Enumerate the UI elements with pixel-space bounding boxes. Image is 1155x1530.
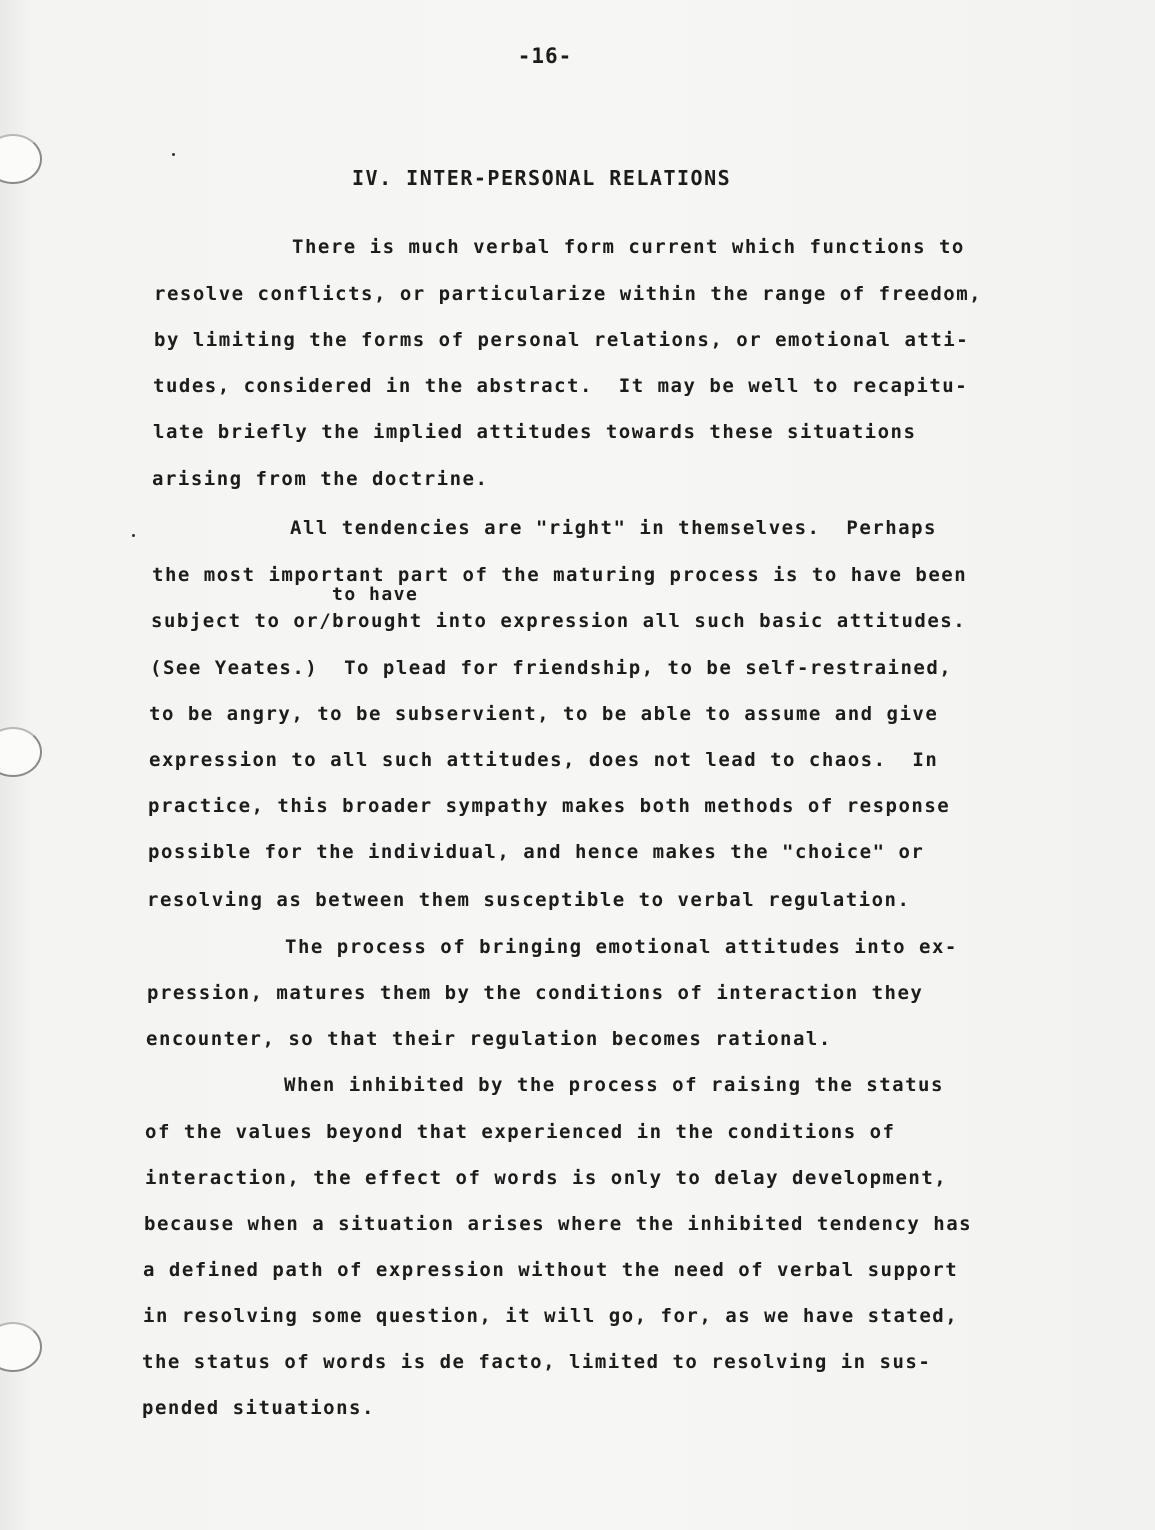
text-line: interaction, the effect of words is only to delay development, xyxy=(145,1167,948,1189)
text-line: to be angry, to be subservient, to be able to assume and give xyxy=(149,703,939,725)
text-line: There is much verbal form current which functions to xyxy=(292,236,965,258)
text-line: pression, matures them by the conditions of interaction they xyxy=(147,982,924,1004)
text-line: encounter, so that their regulation becomes rational. xyxy=(146,1028,832,1050)
text-line: pended situations. xyxy=(142,1397,375,1419)
punch-hole-bottom xyxy=(0,1322,42,1372)
text-line: the most important part of the maturing process is to have been xyxy=(152,564,968,586)
text-line: by limiting the forms of personal relations, or emotional atti- xyxy=(154,329,970,351)
text-line: expression to all such attitudes, does not lead to chaos. In xyxy=(149,749,939,771)
text-line: of the values beyond that experienced in the conditions of xyxy=(145,1121,896,1143)
text-line: because when a situation arises where the inhibited tendency has xyxy=(144,1213,973,1235)
section-heading: IV. INTER-PERSONAL RELATIONS xyxy=(352,166,732,190)
text-line: resolve conflicts, or particularize within the range of freedom, xyxy=(154,283,983,305)
paper-speck xyxy=(132,534,135,537)
text-line: possible for the individual, and hence makes the "choice" or xyxy=(148,841,925,863)
text-line: When inhibited by the process of raising the status xyxy=(284,1074,944,1096)
text-line: The process of bringing emotional attitudes into ex- xyxy=(285,936,958,958)
punch-hole-top xyxy=(0,134,42,184)
text-line: the status of words is de facto, limited to resolving in sus- xyxy=(142,1351,932,1373)
paper-speck xyxy=(172,153,175,156)
text-line: practice, this broader sympathy makes both methods of response xyxy=(148,795,951,817)
text-line: in resolving some question, it will go, for, as we have stated, xyxy=(143,1305,959,1327)
text-line: arising from the doctrine. xyxy=(152,468,489,490)
text-line: a defined path of expression without the need of verbal support xyxy=(143,1259,959,1281)
interlinear-insertion: to have xyxy=(332,584,419,605)
text-line: All tendencies are "right" in themselves. Perhaps xyxy=(290,517,937,539)
punch-hole-middle xyxy=(0,727,42,777)
text-line: (See Yeates.) To plead for friendship, to be self-restrained, xyxy=(150,657,953,679)
text-line: resolving as between them susceptible to verbal regulation. xyxy=(147,889,911,911)
page-number: -16- xyxy=(517,44,573,68)
text-line: tudes, considered in the abstract. It may be well to recapitu- xyxy=(153,375,969,397)
text-line: subject to or/brought into expression all such basic attitudes. xyxy=(151,610,967,632)
text-line: late briefly the implied attitudes towards these situations xyxy=(153,421,917,443)
